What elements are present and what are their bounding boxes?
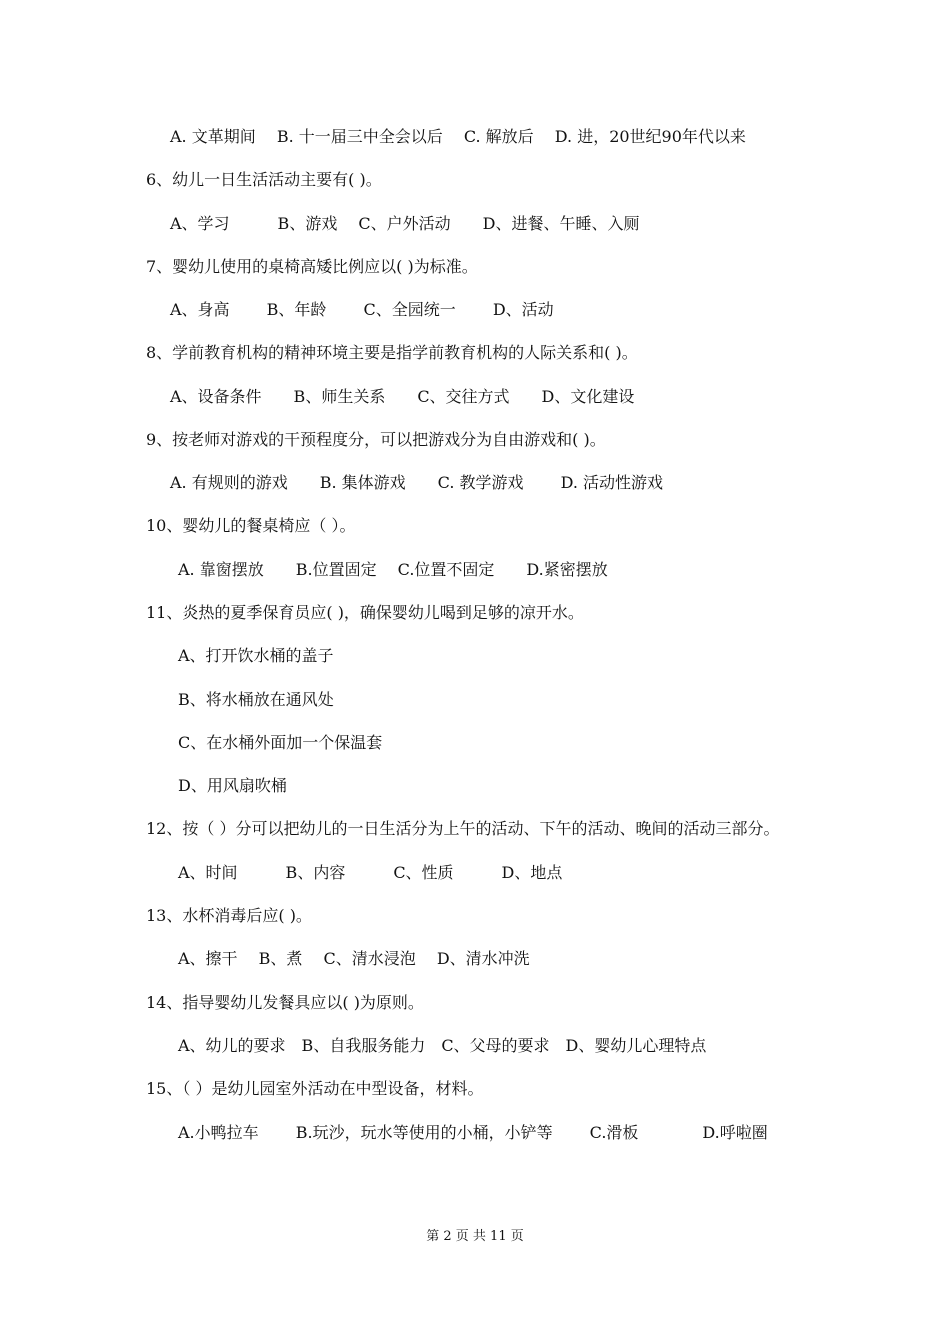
question-14: 14、指导婴幼儿发餐具应以( )为原则。: [146, 993, 424, 1012]
q12-options: A、时间 B、内容 C、性质 D、地点: [178, 863, 563, 882]
q15-options: A.小鸭拉车 B.玩沙，玩水等使用的小桶，小铲等 C.滑板 D.呼啦圈: [178, 1123, 768, 1142]
q9-options: A. 有规则的游戏 B. 集体游戏 C. 教学游戏 D. 活动性游戏: [170, 473, 664, 492]
q14-options: A、幼儿的要求 B、自我服务能力 C、父母的要求 D、婴幼儿心理特点: [178, 1036, 707, 1055]
question-13: 13、水杯消毒后应( )。: [146, 906, 312, 925]
question-9: 9、按老师对游戏的干预程度分，可以把游戏分为自由游戏和( )。: [146, 430, 606, 449]
q6-options: A、学习 B、游戏 C、户外活动 D、进餐、午睡、入厕: [170, 214, 640, 233]
q7-options: A、身高 B、年龄 C、全园统一 D、活动: [170, 300, 554, 319]
question-15: 15、（ ）是幼儿园室外活动在中型设备，材料。: [146, 1079, 484, 1098]
question-6: 6、幼儿一日生活活动主要有( )。: [146, 170, 382, 189]
question-8: 8、学前教育机构的精神环境主要是指学前教育机构的人际关系和( )。: [146, 343, 638, 362]
question-12: 12、按（ ）分可以把幼儿的一日生活分为上午的活动、下午的活动、晚间的活动三部分。: [146, 819, 780, 838]
page-footer: 第 2 页 共 11 页: [426, 1229, 524, 1244]
question-11: 11、炎热的夏季保育员应( )，确保婴幼儿喝到足够的凉开水。: [146, 603, 584, 622]
q11-option-c: C、在水桶外面加一个保温套: [178, 733, 383, 752]
q11-option-b: B、将水桶放在通风处: [178, 690, 334, 709]
question-10: 10、婴幼儿的餐桌椅应（ ）。: [146, 516, 356, 535]
question-7: 7、婴幼儿使用的桌椅高矮比例应以( )为标准。: [146, 257, 478, 276]
q11-option-a: A、打开饮水桶的盖子: [178, 646, 334, 665]
q5-options: A. 文革期间 B. 十一届三中全会以后 C. 解放后 D. 进，20世纪90年代以来: [170, 127, 746, 146]
q10-options: A. 靠窗摆放 B.位置固定 C.位置不固定 D.紧密摆放: [178, 560, 608, 579]
q8-options: A、设备条件 B、师生关系 C、交往方式 D、文化建设: [170, 387, 635, 406]
q11-option-d: D、用风扇吹桶: [178, 776, 287, 795]
q13-options: A、擦干 B、煮 C、清水浸泡 D、清水冲洗: [178, 949, 530, 968]
